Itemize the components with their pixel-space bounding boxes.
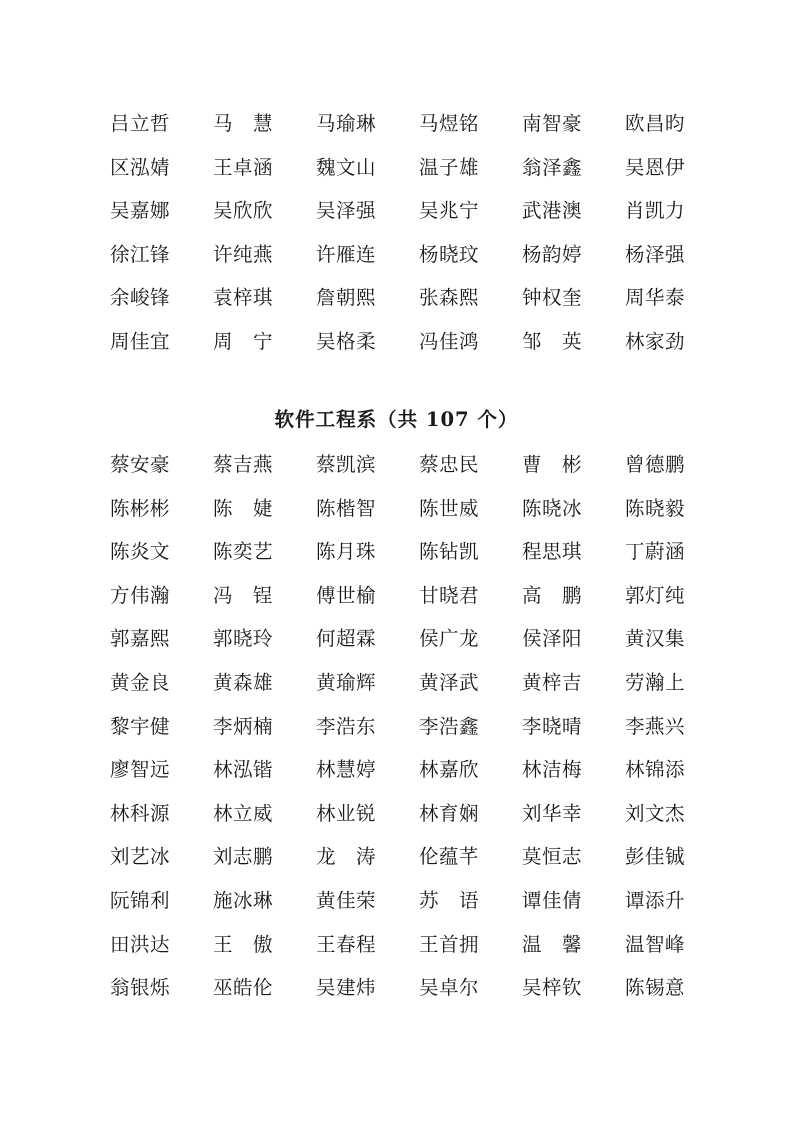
student-name: 黄森雄: [213, 670, 274, 694]
student-name: 高 鹏: [522, 583, 583, 607]
student-name: 侯泽阳: [522, 627, 583, 651]
student-name: 周佳宜: [110, 329, 171, 353]
student-name: 詹朝熙: [316, 286, 377, 310]
student-name: 廖智远: [110, 758, 171, 782]
student-name: 马煜铭: [419, 112, 480, 135]
student-name: 林慧婷: [316, 758, 377, 782]
student-name: 吴欣欣: [213, 199, 274, 223]
student-name: 陈锡意: [625, 976, 686, 1000]
student-name: 郭灯纯: [625, 583, 686, 607]
name-list-top: [110, 102, 700, 364]
student-name: 杨泽强: [625, 242, 686, 266]
student-name: 林泓锴: [213, 758, 274, 782]
student-name: 王首拥: [419, 932, 480, 956]
student-name: 黄佳荣: [316, 888, 377, 912]
student-name: 黎宇健: [110, 714, 171, 738]
student-name: 蔡吉燕: [213, 453, 274, 476]
student-name: 李浩东: [316, 714, 377, 738]
student-name: 林锦添: [625, 758, 686, 782]
student-name: 吴恩伊: [625, 155, 686, 179]
student-name: 林立威: [213, 801, 274, 825]
student-name: 林嘉欣: [419, 758, 480, 782]
student-name: 余峻锋: [110, 286, 171, 310]
student-name: 陈奕艺: [213, 540, 274, 564]
student-name: 李炳楠: [213, 714, 274, 738]
student-name: 林家劲: [625, 329, 686, 353]
student-name: 陈月珠: [316, 540, 377, 564]
student-name: 冯佳鸿: [419, 329, 480, 353]
student-name: 杨韵婷: [522, 242, 583, 266]
student-name: 袁梓琪: [213, 286, 274, 310]
student-name: 龙 涛: [316, 845, 377, 869]
student-name: 王春程: [316, 932, 377, 956]
student-name: 王卓涵: [213, 155, 274, 179]
student-name: 武港澳: [522, 199, 583, 223]
student-name: 马 慧: [213, 112, 274, 135]
student-name: 徐江锋: [110, 242, 171, 266]
student-name: 冯 锃: [213, 583, 274, 607]
student-name: 邹 英: [522, 329, 583, 353]
student-name: 林洁梅: [522, 758, 583, 782]
student-name: 谭添升: [625, 888, 686, 912]
student-name: 田洪达: [110, 932, 171, 956]
student-name: 周 宁: [213, 329, 274, 353]
student-name: 刘艺冰: [110, 845, 171, 869]
student-name: 苏 语: [419, 888, 480, 912]
student-name: 何超霖: [316, 627, 377, 651]
student-name: 吴建炜: [316, 976, 377, 1000]
student-name: 方伟瀚: [110, 583, 171, 607]
student-name: 黄瑜辉: [316, 670, 377, 694]
student-name: 温智峰: [625, 932, 686, 956]
student-name: 施冰琳: [213, 888, 274, 912]
student-name: 郭晓玲: [213, 627, 274, 651]
student-name: 阮锦利: [110, 888, 171, 912]
student-name: 莫恒志: [522, 845, 583, 869]
student-name: 张森熙: [419, 286, 480, 310]
student-name: 刘华幸: [522, 801, 583, 825]
student-name: 肖凯力: [625, 199, 686, 223]
student-name: 吕立哲: [110, 112, 171, 135]
student-name: 陈 婕: [213, 496, 274, 520]
student-name: 劳瀚上: [625, 670, 686, 694]
student-name: 区泓婧: [110, 155, 171, 179]
student-name: 侯广龙: [419, 627, 480, 651]
student-name: 陈钻凯: [419, 540, 480, 564]
student-name: 谭佳倩: [522, 888, 583, 912]
student-name: 吴嘉娜: [110, 199, 171, 223]
student-name: 翁银烁: [110, 976, 171, 1000]
student-name: 刘文杰: [625, 801, 686, 825]
student-name: 陈楷智: [316, 496, 377, 520]
student-name: 林育娴: [419, 801, 480, 825]
student-name: 李晓晴: [522, 714, 583, 738]
student-name: 蔡忠民: [419, 453, 480, 476]
student-name: 黄梓吉: [522, 670, 583, 694]
student-name: 许雁连: [316, 242, 377, 266]
student-name: 陈彬彬: [110, 496, 171, 520]
student-name: 周华泰: [625, 286, 686, 310]
student-name: 陈炎文: [110, 540, 171, 564]
student-name: 王 傲: [213, 932, 274, 956]
student-name: 巫皓伦: [213, 976, 274, 1000]
student-name: 吴兆宁: [419, 199, 480, 223]
student-name: 吴梓钦: [522, 976, 583, 1000]
student-name: 黄汉集: [625, 627, 686, 651]
student-name: 陈晓毅: [625, 496, 686, 520]
student-name: 许纯燕: [213, 242, 274, 266]
student-name: 欧昌昀: [625, 112, 686, 135]
student-name: 蔡安豪: [110, 453, 171, 476]
student-name: 马瑜琳: [316, 112, 377, 135]
student-name: 魏文山: [316, 155, 377, 179]
student-name: 李燕兴: [625, 714, 686, 738]
student-name: 黄金良: [110, 670, 171, 694]
student-name: 甘晓君: [419, 583, 480, 607]
student-name: 钟权奎: [522, 286, 583, 310]
student-name: 程思琪: [522, 540, 583, 564]
student-name: 伦蕴芊: [419, 845, 480, 869]
student-name: 吴格柔: [316, 329, 377, 353]
student-name: 黄泽武: [419, 670, 480, 694]
student-name: 丁蔚涵: [625, 540, 686, 564]
student-name: 温 馨: [522, 932, 583, 956]
student-name: 李浩鑫: [419, 714, 480, 738]
student-name: 刘志鹏: [213, 845, 274, 869]
name-list-software-engineering: [110, 443, 700, 1010]
student-name: 彭佳铖: [625, 845, 686, 869]
student-name: 傅世榆: [316, 583, 377, 607]
student-name: 吴泽强: [316, 199, 377, 223]
student-name: 南智豪: [522, 112, 583, 135]
student-name: 林科源: [110, 801, 171, 825]
student-name: 杨晓玟: [419, 242, 480, 266]
student-name: 郭嘉熙: [110, 627, 171, 651]
student-name: 翁泽鑫: [522, 155, 583, 179]
student-name: 陈晓冰: [522, 496, 583, 520]
student-name: 蔡凯滨: [316, 453, 377, 476]
student-name: 曾德鹏: [625, 453, 686, 476]
student-name: 吴卓尔: [419, 976, 480, 1000]
student-name: 陈世威: [419, 496, 480, 520]
student-name: 曹 彬: [522, 453, 583, 476]
student-name: 林业锐: [316, 801, 377, 825]
section-title: 软件工程系（共 107 个）: [274, 408, 519, 431]
student-name: 温子雄: [419, 155, 480, 179]
